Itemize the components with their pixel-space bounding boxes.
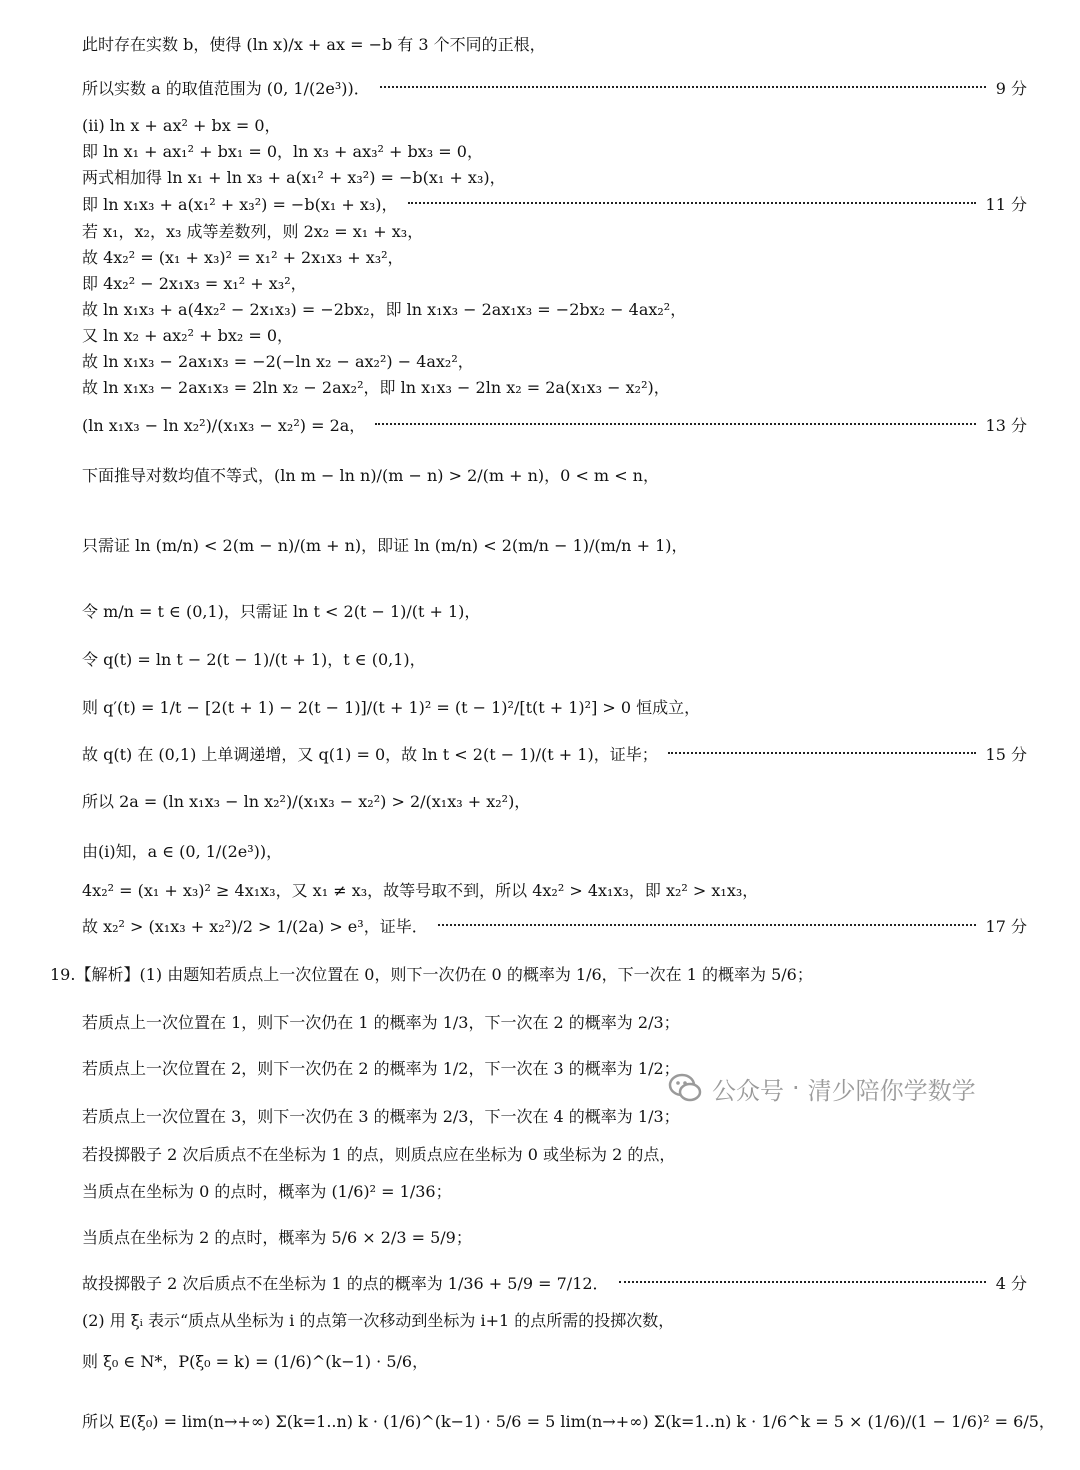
text-line: 又 ln x₂ + ax₂² + bx₂ = 0， — [82, 325, 294, 345]
text-line: 19.【解析】(1) 由题知若质点上一次位置在 0，则下一次仍在 0 的概率为 1/6，下一次在 1 的概率为 5/6； — [50, 964, 813, 984]
text-line: 下面推导对数均值不等式，(ln m − ln n)/(m − n) > 2/(m + n)，0 < m < n， — [82, 465, 659, 485]
text-line: 若质点上一次位置在 2，则下一次仍在 2 的概率为 1/2，下一次在 3 的概率为 1/2； — [82, 1058, 680, 1078]
dot-leader — [380, 86, 986, 88]
score-label: 17 分 — [985, 916, 1027, 936]
text-line: 若投掷骰子 2 次后质点不在坐标为 1 的点，则质点应在坐标为 0 或坐标为 2 的点， — [82, 1144, 676, 1164]
score-label: 9 分 — [995, 78, 1027, 98]
text-line: 当质点在坐标为 0 的点时，概率为 (1/6)² = 1/36； — [82, 1181, 452, 1201]
text-line: (2) 用 ξᵢ 表示“质点从坐标为 i 的点第一次移动到坐标为 i+1 的点所需的投掷次数， — [82, 1310, 675, 1330]
text-line: 只需证 ln (m/n) < 2(m − n)/(m + n)，即证 ln (m/n) < 2(m/n − 1)/(m/n + 1)， — [82, 535, 688, 555]
text-line: 故 4x₂² = (x₁ + x₃)² = x₁² + 2x₁x₃ + x₃²， — [82, 247, 404, 267]
score-label: 4 分 — [995, 1273, 1027, 1293]
dot-leader — [375, 423, 975, 425]
score-label: 15 分 — [985, 744, 1027, 764]
text-line: 4x₂² = (x₁ + x₃)² ≥ 4x₁x₃，又 x₁ ≠ x₃，故等号取不到，所以 4x₂² > 4x₁x₃，即 x₂² > x₁x₃， — [82, 880, 759, 900]
text-line: 则 q′(t) = 1/t − [2(t + 1) − 2(t − 1)]/(t + 1)² = (t − 1)²/[t(t + 1)²] > 0 恒成立， — [82, 697, 701, 717]
text-line: 故 ln x₁x₃ − 2ax₁x₃ = 2ln x₂ − 2ax₂²，即 ln x₁x₃ − 2ln x₂ = 2a(x₁x₃ − x₂²)， — [82, 377, 670, 397]
score-label: 11 分 — [985, 194, 1027, 214]
text-line: 若质点上一次位置在 3，则下一次仍在 3 的概率为 2/3，下一次在 4 的概率为 1/3； — [82, 1106, 680, 1126]
text-line: 当质点在坐标为 2 的点时，概率为 5/6 × 2/3 = 5/9； — [82, 1227, 472, 1247]
wechat-icon — [668, 1071, 702, 1105]
text-line: 即 4x₂² − 2x₁x₃ = x₁² + x₃²， — [82, 273, 307, 293]
text-line: 故 ln x₁x₃ − 2ax₁x₃ = −2(−ln x₂ − ax₂²) − 4ax₂²， — [82, 351, 474, 371]
text-line: 所以 E(ξ₀) = lim(n→+∞) Σ(k=1..n) k · (1/6)^(k−1) · 5/6 = 5 lim(n→+∞) Σ(k=1..n) k · 1/6^k = 5 × (1/6)/(1 − 1/6)² = 6/5， — [82, 1411, 1055, 1431]
text-line: 由(ⅰ)知，a ∈ (0, 1/(2e³))， — [82, 841, 283, 861]
dot-leader — [668, 752, 976, 754]
text-line: 若 x₁，x₂，x₃ 成等差数列，则 2x₂ = x₁ + x₃， — [82, 221, 424, 241]
text-line: (ⅱ) ln x + ax² + bx = 0， — [82, 115, 281, 135]
text-line: 若质点上一次位置在 1，则下一次仍在 1 的概率为 1/3，下一次在 2 的概率为 2/3； — [82, 1012, 680, 1032]
text-line: 两式相加得 ln x₁ + ln x₃ + a(x₁² + x₃²) = −b(x₁ + x₃)， — [82, 167, 506, 187]
score-label: 13 分 — [985, 415, 1027, 435]
text-line: 故投掷骰子 2 次后质点不在坐标为 1 的点的概率为 1/36 + 5/9 = 7/12． 4 分 — [82, 1262, 1027, 1302]
watermark — [668, 1068, 1068, 1108]
text-line: (ln x₁x₃ − ln x₂²)/(x₁x₃ − x₂²) = 2a， 13 分 — [82, 404, 1027, 444]
watermark-channel: 公众号 — [712, 1076, 784, 1105]
watermark-name: 清少陪你学数学 — [807, 1076, 976, 1105]
text-line: 则 ξ₀ ∈ N*，P(ξ₀ = k) = (1/6)^(k−1) · 5/6， — [82, 1351, 429, 1371]
text-line: 令 q(t) = ln t − 2(t − 1)/(t + 1)，t ∈ (0,1)， — [82, 649, 426, 669]
text-line: 令 m/n = t ∈ (0,1)，只需证 ln t < 2(t − 1)/(t + 1)， — [82, 601, 481, 621]
text-line: 即 ln x₁x₃ + a(x₁² + x₃²) = −b(x₁ + x₃)， 11 分 — [82, 190, 1027, 216]
text-line: 故 x₂² > (x₁x₃ + x₂²)/2 > 1/(2a) > e³，证毕． 17 分 — [82, 905, 1027, 945]
text-line: 此时存在实数 b，使得 (ln x)/x + ax = −b 有 3 个不同的正根， — [82, 34, 546, 54]
dot-leader — [438, 924, 976, 926]
text-line: 所以 2a = (ln x₁x₃ − ln x₂²)/(x₁x₃ − x₂²) > 2/(x₁x₃ + x₂²)， — [82, 791, 531, 811]
dot-leader — [619, 1281, 986, 1283]
dot-leader — [408, 202, 976, 204]
text-line: 所以实数 a 的取值范围为 (0, 1/(2e³))． 9 分 — [82, 70, 1027, 104]
text-line: 故 q(t) 在 (0,1) 上单调递增，又 q(1) = 0，故 ln t < 2(t − 1)/(t + 1)，证毕； 15 分 — [82, 733, 1027, 773]
text-line: 故 ln x₁x₃ + a(4x₂² − 2x₁x₃) = −2bx₂，即 ln x₁x₃ − 2ax₁x₃ = −2bx₂ − 4ax₂²， — [82, 299, 687, 319]
text-line: 即 ln x₁ + ax₁² + bx₁ = 0，ln x₃ + ax₃² + bx₃ = 0， — [82, 141, 483, 161]
watermark-separator: · — [792, 1074, 800, 1102]
